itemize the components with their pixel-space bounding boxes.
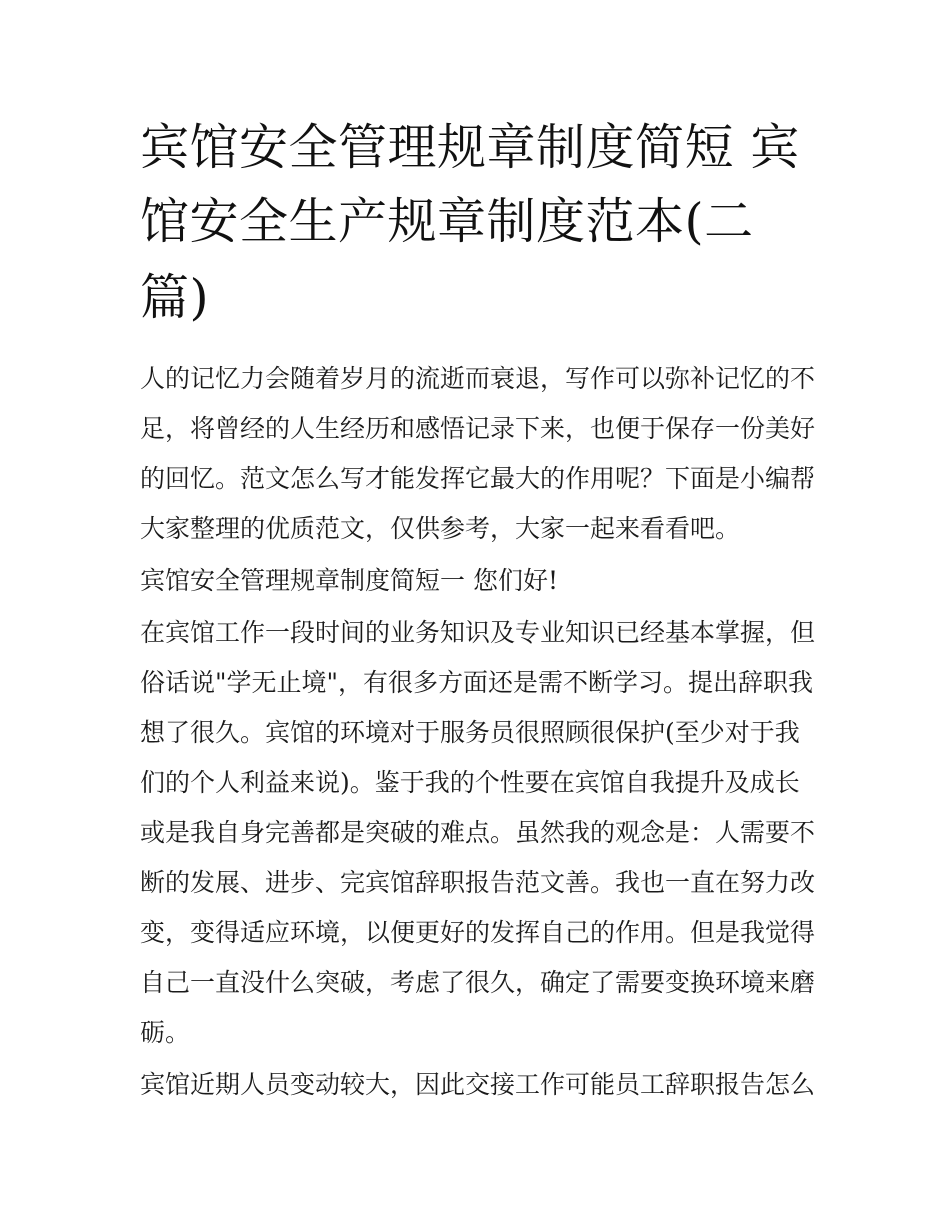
paragraph-line: 人的记忆力会随着岁月的流逝而衰退，写作可以弥补记忆的不 (140, 364, 816, 393)
paragraph-line: 想了很久。宾馆的环境对于服务员很照顾很保护(至少对于我 (140, 718, 800, 747)
paragraph-line: 自己一直没什么突破，考虑了很久，确定了需要变换环境来磨 (140, 968, 816, 997)
paragraph-line: 在宾馆工作一段时间的业务知识及专业知识已经基本掌握，但 (140, 618, 816, 647)
document-title-line: 宾馆安全管理规章制度简短 宾 (140, 119, 800, 176)
section-heading-line: 宾馆安全管理规章制度简短一 您们好! (140, 566, 558, 595)
document-title-line: 馆安全生产规章制度范本(二 (140, 193, 754, 250)
paragraph-line: 断的发展、进步、完宾馆辞职报告范文善。我也一直在努力改 (140, 868, 816, 897)
paragraph-line: 俗话说"学无止境"，有很多方面还是需不断学习。提出辞职我 (140, 668, 814, 697)
paragraph-line: 大家整理的优质范文，仅供参考，大家一起来看看吧。 (140, 514, 741, 543)
paragraph-line: 或是我自身完善都是突破的难点。虽然我的观念是：人需要不 (140, 818, 816, 847)
paragraph-line: 足，将曾经的人生经历和感悟记录下来，也便于保存一份美好 (140, 414, 816, 443)
paragraph-line: 们的个人利益来说)。鉴于我的个性要在宾馆自我提升及成长 (140, 768, 800, 797)
document-title-line: 篇) (140, 269, 210, 326)
paragraph-line: 宾馆近期人员变动较大，因此交接工作可能员工辞职报告怎么 (140, 1070, 816, 1099)
paragraph-line: 砺。 (140, 1018, 191, 1047)
paragraph-line: 的回忆。范文怎么写才能发挥它最大的作用呢？下面是小编帮 (140, 464, 816, 493)
paragraph-line: 变，变得适应环境，以便更好的发挥自己的作用。但是我觉得 (140, 918, 816, 947)
